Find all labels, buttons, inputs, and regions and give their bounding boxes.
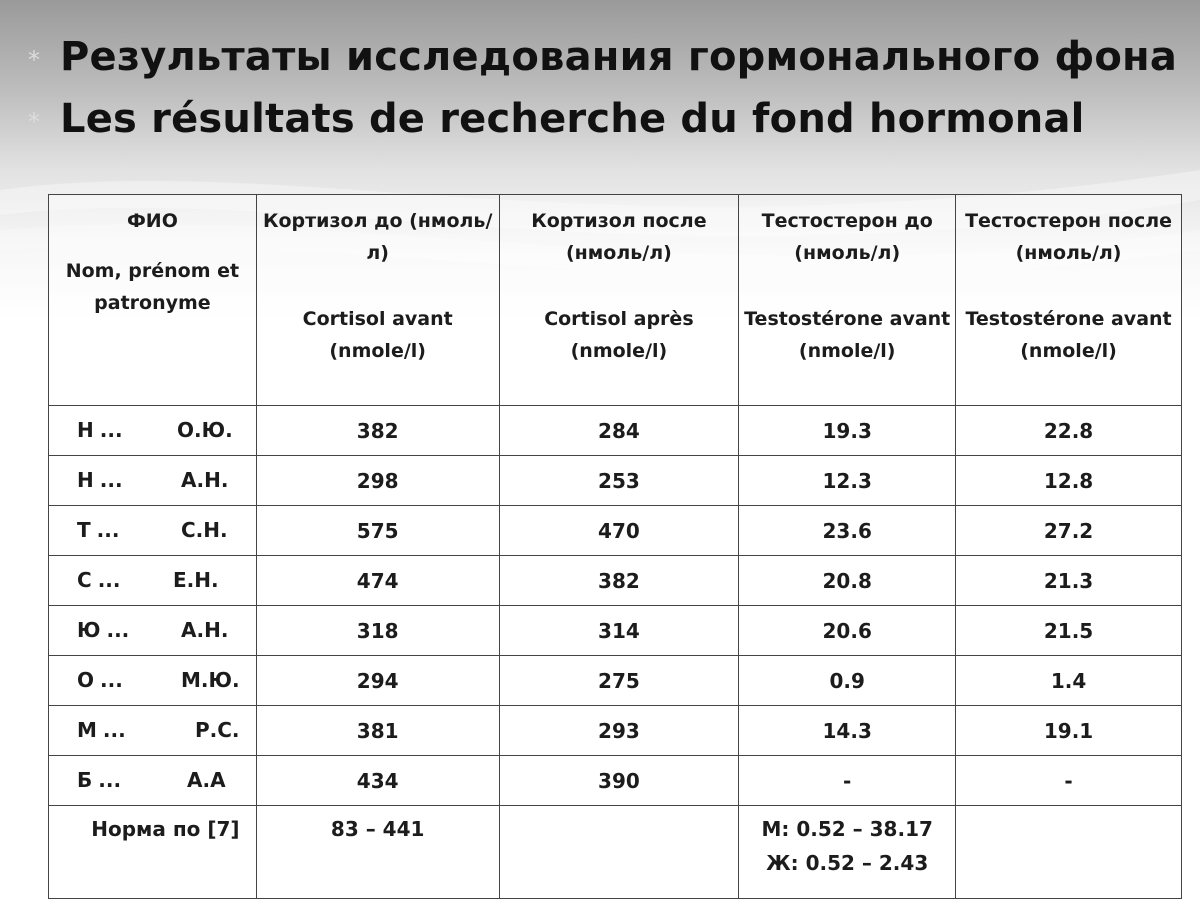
name-initial: Н (77, 418, 94, 442)
table-row (49, 606, 1182, 656)
norm-testosterone-after (956, 806, 1182, 899)
name-patronym: М.Ю. (181, 668, 240, 692)
cell-cortisol-before: 381 (256, 706, 499, 756)
name-patronym: А.Н. (181, 618, 229, 642)
title-line-fr (28, 88, 1177, 150)
cell-testosterone-after: 1.4 (956, 656, 1182, 706)
cell-testosterone-after: 21.3 (956, 556, 1182, 606)
norm-testosterone-female: Ж: 0.52 – 2.43 (766, 851, 929, 875)
cell-testosterone-after: 27.2 (956, 506, 1182, 556)
header-cortisol-after-ru: Кортизол после (нмоль/л) (531, 210, 707, 264)
header-testosterone-before (739, 195, 956, 406)
cell-cortisol-before: 382 (256, 406, 499, 456)
cell-cortisol-before: 434 (256, 756, 499, 806)
cell-testosterone-after: - (956, 756, 1182, 806)
table-row (49, 556, 1182, 606)
name-patronym: Р.С. (195, 718, 240, 742)
header-cortisol-after (499, 195, 739, 406)
table-row (49, 506, 1182, 556)
name-patronym: С.Н. (181, 518, 228, 542)
header-name-ru: ФИО (126, 210, 178, 232)
cell-testosterone-before: 23.6 (739, 506, 956, 556)
header-cortisol-before-ru: Кортизол до (нмоль/л) (262, 210, 493, 264)
bullet-icon: * (28, 46, 40, 74)
cell-cortisol-before: 318 (256, 606, 499, 656)
name-initial: М (77, 718, 97, 742)
name-initial: Б (77, 768, 93, 792)
name-initial: Н (77, 468, 94, 492)
table-row (49, 406, 1182, 456)
name-redacted: ... (102, 718, 126, 742)
name-redacted: ... (97, 568, 121, 592)
table-row (49, 656, 1182, 706)
cell-testosterone-before: 0.9 (739, 656, 956, 706)
name-initial: Ю (77, 618, 101, 642)
cell-testosterone-before: 12.3 (739, 456, 956, 506)
norm-testosterone-before (739, 806, 956, 899)
cell-cortisol-after: 390 (499, 756, 739, 806)
name-redacted: ... (106, 618, 130, 642)
hormone-results-table (48, 194, 1182, 899)
cell-testosterone-before: 19.3 (739, 406, 956, 456)
cell-cortisol-after: 293 (499, 706, 739, 756)
header-name-fr: Nom, prénom et patronyme (65, 260, 240, 314)
table-row (49, 706, 1182, 756)
header-cortisol-before-fr: Cortisol avant (nmole/l) (302, 308, 453, 362)
cell-cortisol-after: 470 (499, 506, 739, 556)
name-patronym: А.Н. (181, 468, 229, 492)
cell-cortisol-before: 294 (256, 656, 499, 706)
name-redacted: ... (96, 518, 120, 542)
name-redacted: ... (99, 468, 123, 492)
cell-testosterone-after: 12.8 (956, 456, 1182, 506)
header-testosterone-after-ru: Тестостерон после (нмоль/л) (965, 210, 1173, 264)
norm-cortisol-after (499, 806, 739, 899)
table-row (49, 456, 1182, 506)
cell-testosterone-after: 19.1 (956, 706, 1182, 756)
name-initial: Т (77, 518, 91, 542)
cell-testosterone-after: 21.5 (956, 606, 1182, 656)
cell-name (49, 756, 257, 806)
header-testosterone-after (956, 195, 1182, 406)
cell-name (49, 706, 257, 756)
header-testosterone-after-fr: Testostérone avant (nmole/l) (965, 308, 1172, 362)
header-cortisol-after-fr: Cortisol après (nmole/l) (544, 308, 694, 362)
header-cortisol-before (256, 195, 499, 406)
cell-name (49, 406, 257, 456)
cell-cortisol-after: 284 (499, 406, 739, 456)
bullet-icon: * (28, 108, 40, 136)
norm-label: Норма по [7] (49, 806, 257, 899)
cell-testosterone-after: 22.8 (956, 406, 1182, 456)
cell-testosterone-before: 20.8 (739, 556, 956, 606)
cell-cortisol-before: 474 (256, 556, 499, 606)
norm-testosterone-male: М: 0.52 – 38.17 (761, 817, 933, 841)
name-initial: О (77, 668, 95, 692)
cell-cortisol-after: 275 (499, 656, 739, 706)
table-header-row (49, 195, 1182, 406)
cell-cortisol-after: 314 (499, 606, 739, 656)
cell-testosterone-before: 14.3 (739, 706, 956, 756)
norm-cortisol-before: 83 – 441 (256, 806, 499, 899)
header-testosterone-before-fr: Testostérone avant (nmole/l) (744, 308, 951, 362)
table-row (49, 756, 1182, 806)
cell-cortisol-before: 575 (256, 506, 499, 556)
name-redacted: ... (98, 768, 122, 792)
title-fr: Les résultats de recherche du fond hormonal (60, 96, 1085, 142)
cell-name (49, 456, 257, 506)
cell-cortisol-after: 382 (499, 556, 739, 606)
title-ru: Результаты исследования гормонального фона (60, 34, 1178, 80)
name-patronym: О.Ю. (177, 418, 233, 442)
name-patronym: А.А (187, 768, 226, 792)
name-redacted: ... (99, 418, 123, 442)
title-line-ru (28, 26, 1177, 88)
slide-titles (28, 26, 1177, 150)
norm-row (49, 806, 1182, 899)
name-patronym: Е.Н. (173, 568, 219, 592)
cell-name (49, 656, 257, 706)
cell-name (49, 606, 257, 656)
name-initial: С (77, 568, 92, 592)
cell-name (49, 556, 257, 606)
cell-testosterone-before: - (739, 756, 956, 806)
header-testosterone-before-ru: Тестостерон до (нмоль/л) (761, 210, 933, 264)
name-redacted: ... (100, 668, 123, 692)
header-name (49, 195, 257, 406)
cell-name (49, 506, 257, 556)
cell-cortisol-before: 298 (256, 456, 499, 506)
cell-testosterone-before: 20.6 (739, 606, 956, 656)
cell-cortisol-after: 253 (499, 456, 739, 506)
